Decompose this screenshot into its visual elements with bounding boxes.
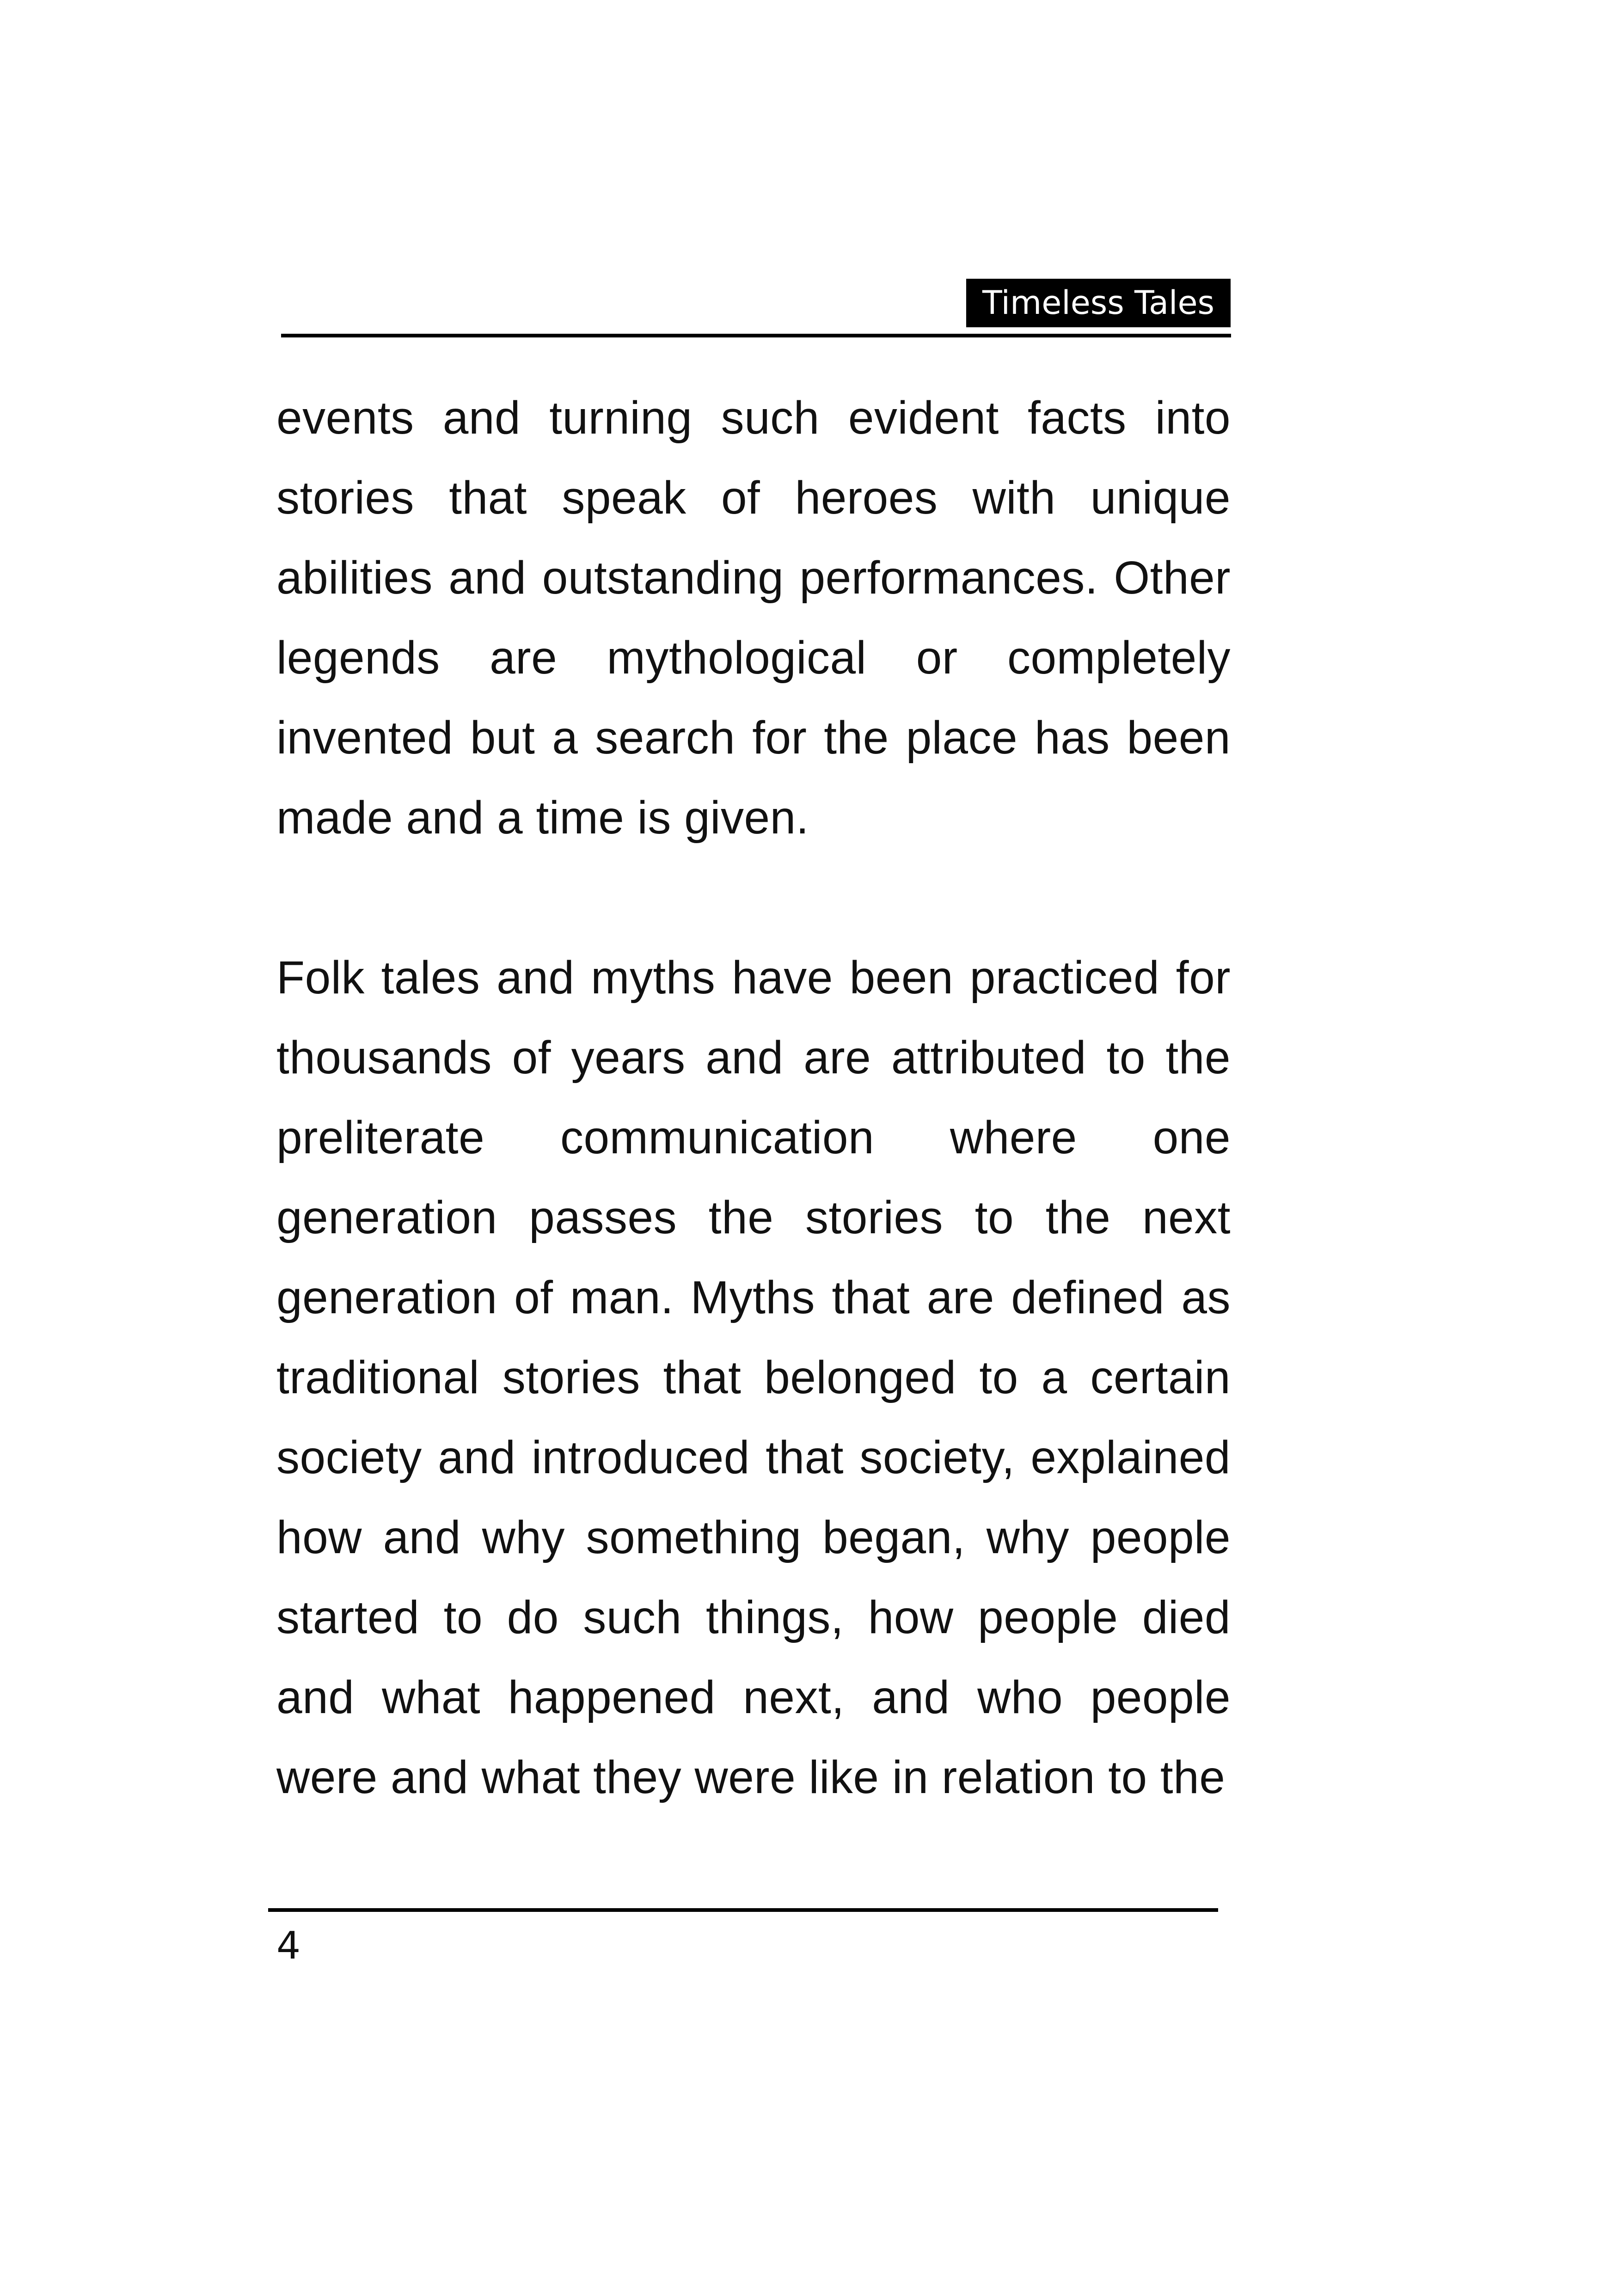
paragraph-2: Folk tales and myths have been practiced for thousands of years and are attributed to the preliterate communication where one generation passes the stories to the next generation of man. Myths that are defined as traditional stories that belonged to a certain society and introduced that society, explained how and why something began, why people started to do such things, how people died and what happened next, and who people were and what they were like in relation to the (276, 952, 1231, 1803)
header-rule (281, 334, 1231, 337)
paragraph-1: events and turning such evident facts into stories that speak of heroes with unique abilities and outstanding performances. Other legends are mythological or completely invented but a search for the place has been made and a time is given. (276, 392, 1231, 844)
running-header-title: Timeless Tales (966, 279, 1231, 327)
page-number: 4 (276, 1924, 301, 1968)
body-text (276, 378, 1231, 1818)
footer-rule (268, 1908, 1218, 1912)
